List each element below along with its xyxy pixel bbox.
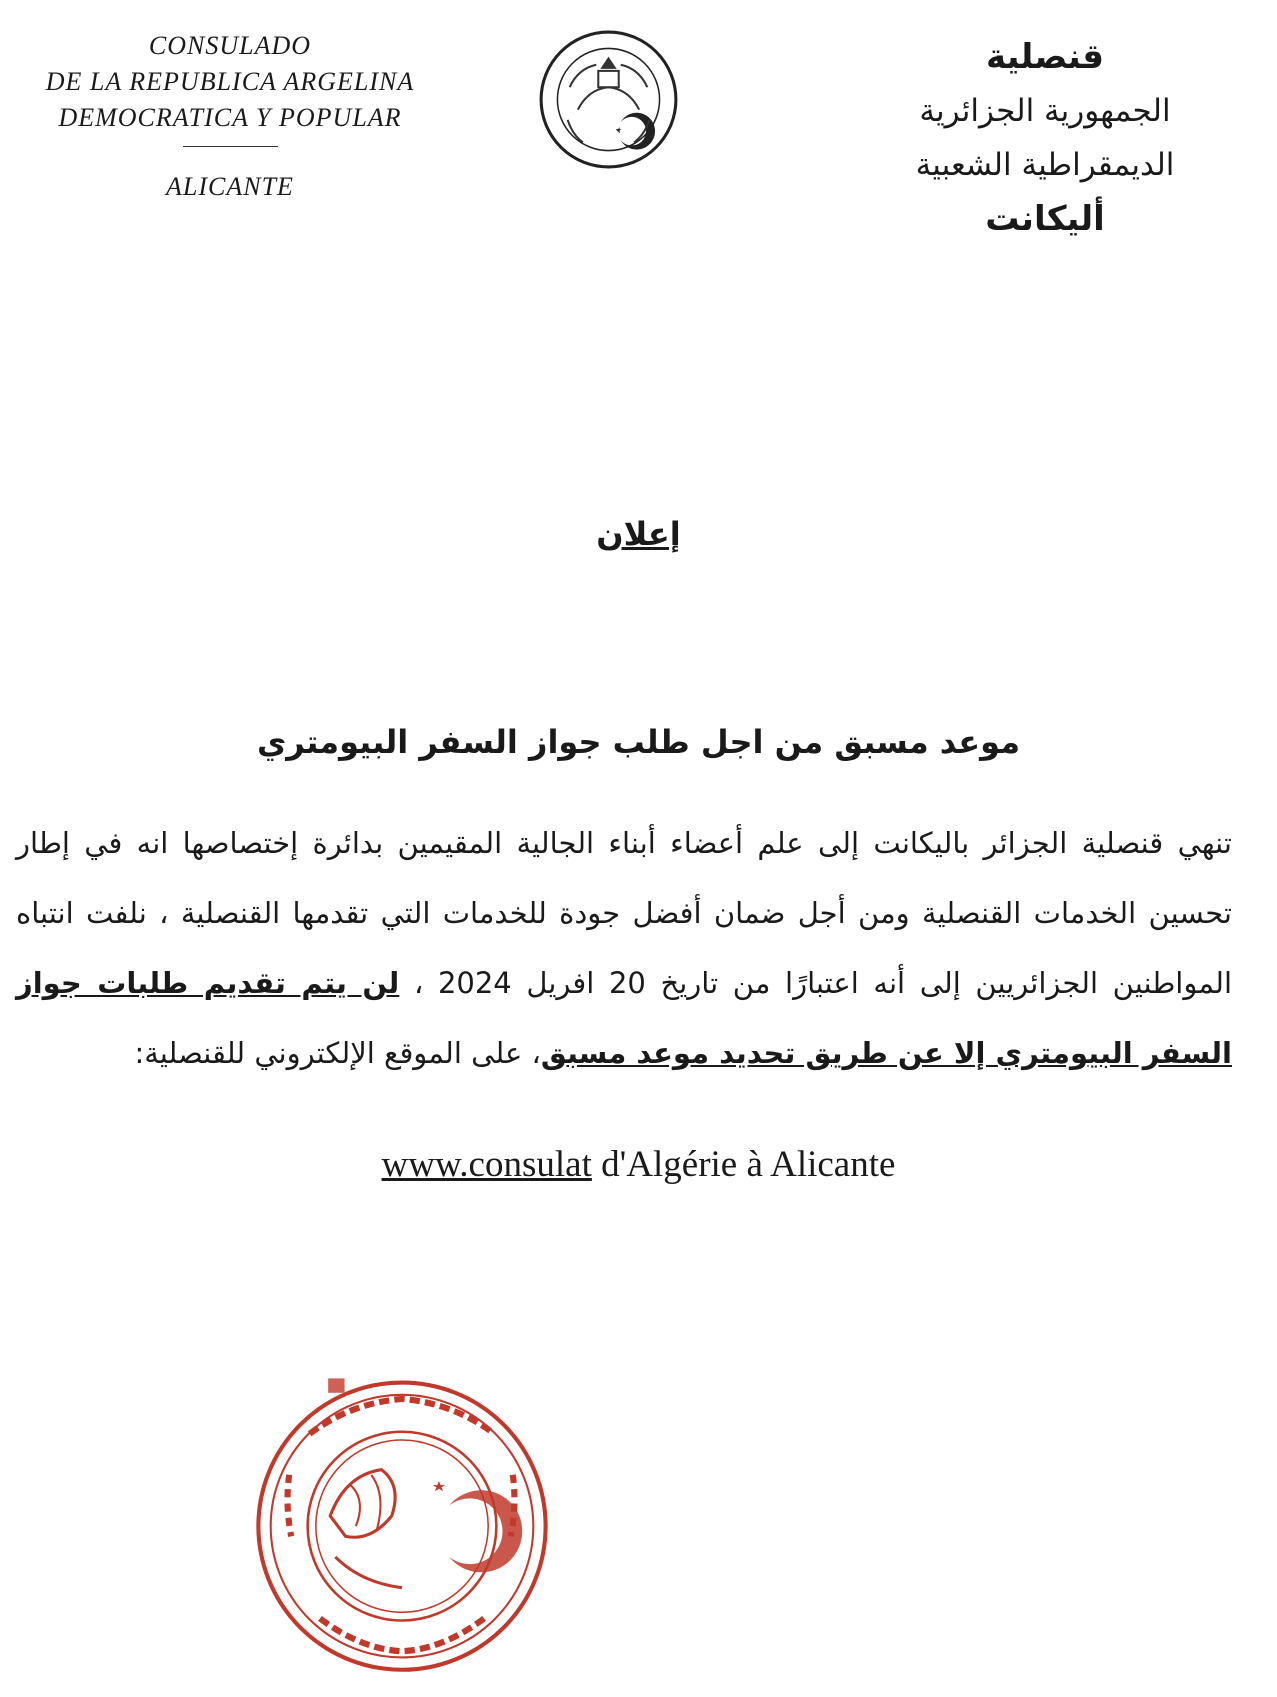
announcement-title <box>0 515 1277 553</box>
body-emphasis: لن يتم تقديم طلبات جواز السفر البيومتري إلا عن طريق تحديد موعد مسبق <box>16 966 1232 1070</box>
arabic-letterhead-line-2: الجمهورية الجزائرية <box>919 93 1171 129</box>
consulate-website <box>0 1143 1277 1186</box>
letterhead-city: ALICANTE <box>166 172 294 201</box>
announcement-title-text: إعلان <box>596 515 681 553</box>
letterhead-line-1: CONSULADO <box>148 31 312 60</box>
letterhead-line-3: DEMOCRATICA Y POPULAR <box>58 103 402 132</box>
body-text-part-2: ، على الموقع الإلكتروني للقنصلية: <box>134 1036 541 1070</box>
arabic-letterhead-line-1: قنصلية <box>985 37 1105 77</box>
website-link[interactable]: www.consulat <box>381 1144 592 1185</box>
algeria-state-emblem-icon <box>537 28 680 171</box>
arabic-letterhead-city: أليكانت <box>985 199 1105 239</box>
letterhead-line-2: DE LA REPUBLICA ARGELINA <box>45 67 415 96</box>
arabic-letterhead <box>900 30 1190 246</box>
consulate-seal-stamp-icon <box>248 1362 556 1680</box>
body-text-part-1: تنهي قنصلية الجزائر باليكانت إلى علم أعضاء أبناء الجالية المقيمين بدائرة إختصاصها انه في إطار تحسين الخدمات القنصلية ومن أجل ضمان أفضل جودة للخدمات التي تقدمها القنصلية ، نلفت انتباه المواطنين الجزائريين إلى أنه اعتبارًا من تاريخ 20 افريل 2024 ، <box>16 826 1232 1000</box>
subject-heading: موعد مسبق من اجل طلب جواز السفر البيومتري <box>256 723 1021 761</box>
website-suffix: d'Algérie à Alicante <box>591 1144 896 1185</box>
spanish-letterhead <box>20 28 440 205</box>
letterhead-divider <box>183 146 278 147</box>
arabic-letterhead-line-3: الديمقراطية الشعبية <box>915 147 1175 183</box>
announcement-body <box>16 808 1232 1088</box>
